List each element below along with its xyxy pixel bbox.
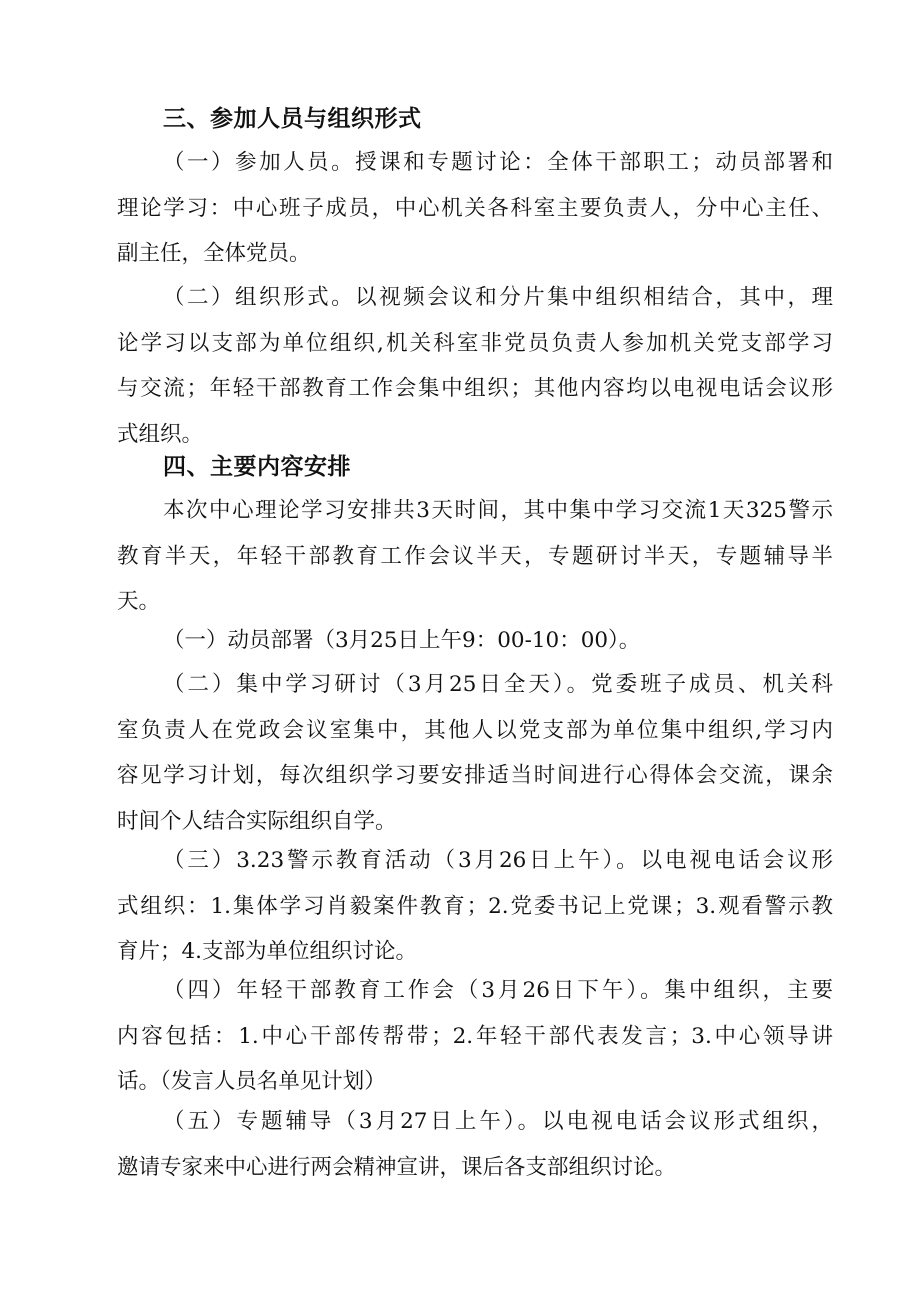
section-three-format-paragraph <box>117 275 833 457</box>
text-line: 教育半天，年轻干部教育工作会议半天，专题研讨半天，专题辅导半 <box>117 543 833 569</box>
text-line: 与交流；年轻干部教育工作会集中组织；其他内容均以电视电话会议形 <box>117 376 833 401</box>
text-line: 邀请专家来中心进行两会精神宣讲，课后各支部组织讨论。 <box>117 1154 677 1180</box>
text-line: 天。 <box>117 589 161 614</box>
text-line: 话。（发言人员名单见计划） <box>117 1069 386 1094</box>
text-line: 论学习以支部为单位组织,机关科室非党员负责人参加机关党支部学习 <box>117 330 833 356</box>
text-line: （一）参加人员。授课和专题讨论：全体干部职工；动员部署和 <box>163 150 833 175</box>
item-five-paragraph <box>117 1099 833 1190</box>
text-line: 本次中心理论学习安排共3天时间，其中集中学习交流1天325警示 <box>163 498 833 523</box>
text-line: （四）年轻干部教育工作会（3月26日下午）。集中组织，主要 <box>163 978 833 1003</box>
text-line: 式组织。 <box>117 421 204 447</box>
section-three-heading: 三、参加人员与组织形式 <box>163 106 422 132</box>
text-line: （三）3.23警示教育活动（3月26日上午）。以电视电话会议形 <box>163 848 833 873</box>
text-line: 时间个人结合实际组织自学。 <box>117 808 397 834</box>
text-line: 理论学习：中心班子成员，中心机关各科室主要负责人，分中心主任、 <box>117 195 833 221</box>
item-two-paragraph <box>117 662 833 844</box>
text-line: （二）集中学习研讨（3月25日全天）。党委班子成员、机关科 <box>163 672 833 697</box>
section-four-intro-paragraph <box>117 488 833 625</box>
text-line: 育片；4.支部为单位组织讨论。 <box>117 939 418 964</box>
text-line: （五）专题辅导（3月27日上午）。以电视电话会议形式组织， <box>163 1109 833 1134</box>
text-line: 室负责人在党政会议室集中，其他人以党支部为单位集中组织,学习内 <box>117 717 833 743</box>
item-one-paragraph <box>117 618 833 664</box>
text-line: 容见学习计划，每次组织学习要安排适当时间进行心得体会交流，课余 <box>117 763 833 788</box>
item-four-paragraph <box>117 968 833 1105</box>
text-line: 副主任，全体党员。 <box>117 241 311 266</box>
text-line: 内容包括：1.中心干部传帮带；2.年轻干部代表发言；3.中心领导讲 <box>117 1023 833 1049</box>
text-line: （一）动员部署（3月25日上午9：00-10：00）。 <box>163 628 641 653</box>
text-line: （二）组织形式。以视频会议和分片集中组织相结合，其中，理 <box>163 285 833 310</box>
text-line: 式组织：1.集体学习肖毅案件教育；2.党委书记上党课；3.观看警示教 <box>117 893 833 919</box>
section-three-participants-paragraph <box>117 140 833 277</box>
section-four-heading: 四、主要内容安排 <box>163 454 351 480</box>
item-three-paragraph <box>117 838 833 975</box>
